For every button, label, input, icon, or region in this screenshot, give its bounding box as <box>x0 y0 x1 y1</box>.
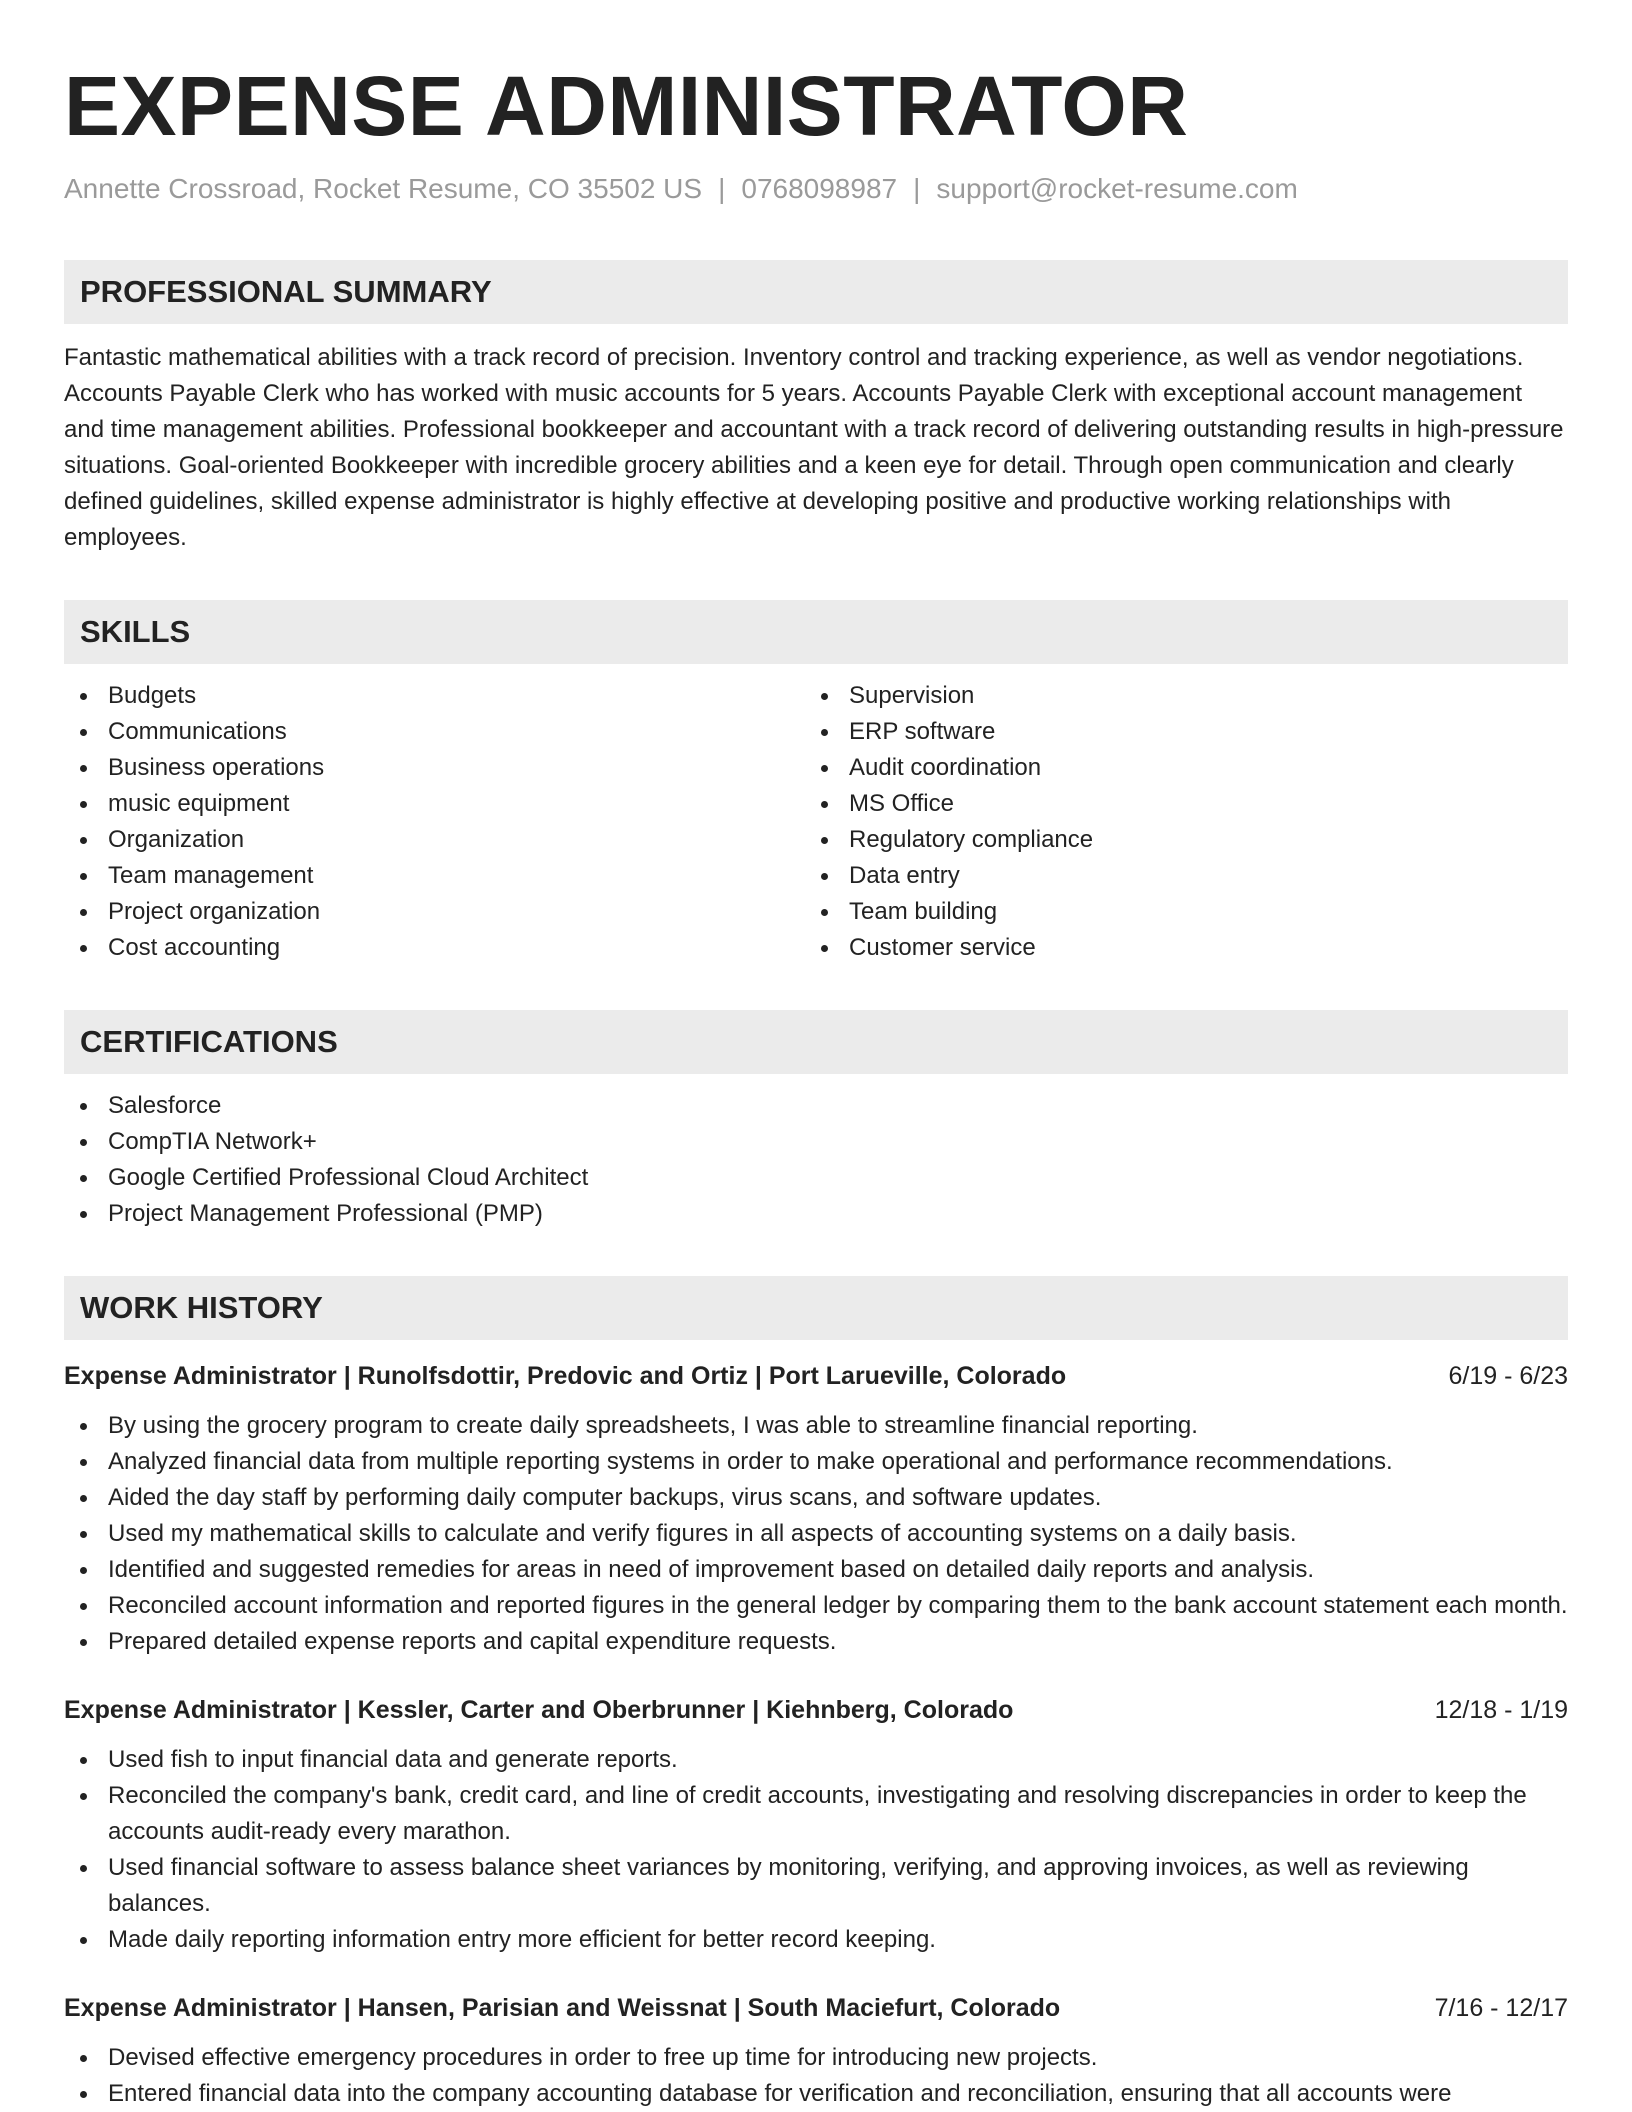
skills-list-right <box>805 678 1546 966</box>
contact-separator: | <box>718 173 726 204</box>
skill-item: Regulatory compliance <box>805 822 1546 858</box>
skill-item: Supervision <box>805 678 1546 714</box>
skill-item: Data entry <box>805 858 1546 894</box>
contact-email[interactable]: support@rocket-resume.com <box>936 173 1298 204</box>
skill-item: ERP software <box>805 714 1546 750</box>
resume-title: EXPENSE ADMINISTRATOR <box>64 59 1189 153</box>
skill-item: Project organization <box>64 894 805 930</box>
summary-text: Fantastic mathematical abilities with a track record of precision. Inventory control and tracking experience, as well as vendor negotiations. Accounts Payable Clerk who has worked with music accounts for 5 years. Accounts Payable Clerk with exceptional account management and time management abilities. Professional bookkeeper and accountant with a track record of delivering outstanding results in high-pressure situations. Goal-oriented Bookkeeper with incredible grocery abilities and a keen eye for detail. Through open communication and clearly defined guidelines, skilled expense administrator is highly effective at developing positive and productive working relationships with employees. <box>64 344 1564 551</box>
skills-heading: SKILLS <box>64 600 1568 664</box>
job-bullets <box>64 1742 1568 1958</box>
job-header <box>64 1990 1568 2026</box>
skill-item: Customer service <box>805 930 1546 966</box>
job-bullet: Used my mathematical skills to calculate and verify figures in all aspects of accounting systems on a daily basis. <box>64 1516 1568 1552</box>
summary-heading: PROFESSIONAL SUMMARY <box>64 260 1568 324</box>
skill-item: Budgets <box>64 678 805 714</box>
job-bullet: Aided the day staff by performing daily computer backups, virus scans, and software updates. <box>64 1480 1568 1516</box>
job-bullet: Analyzed financial data from multiple reporting systems in order to make operational and performance recommendations. <box>64 1444 1568 1480</box>
job-title: Expense Administrator | Kessler, Carter and Oberbrunner | Kiehnberg, Colorado <box>64 1696 1014 1724</box>
job-dates: 6/19 - 6/23 <box>1448 1362 1568 1390</box>
skill-item: Cost accounting <box>64 930 805 966</box>
contact-line <box>64 170 1568 208</box>
contact-separator: | <box>913 173 921 204</box>
resume-page <box>64 0 1568 2112</box>
contact-address: Annette Crossroad, Rocket Resume, CO 35502 US <box>64 173 703 204</box>
work-history-heading: WORK HISTORY <box>64 1276 1568 1340</box>
skills-grid <box>64 664 1568 966</box>
skill-item: music equipment <box>64 786 805 822</box>
job-bullet: Entered financial data into the company accounting database for verification and reconciliation, ensuring that all accounts were <box>64 2076 1568 2112</box>
certification-item: Project Management Professional (PMP) <box>64 1196 1568 1232</box>
job-bullet: Reconciled account information and reported figures in the general ledger by comparing them to the bank account statement each month. <box>64 1588 1568 1624</box>
job-bullets <box>64 1408 1568 1660</box>
job-dates: 12/18 - 1/19 <box>1434 1696 1568 1724</box>
skill-item: Audit coordination <box>805 750 1546 786</box>
job-bullet: Used financial software to assess balance sheet variances by monitoring, verifying, and approving invoices, as well as reviewing balances. <box>64 1850 1568 1922</box>
skill-item: Team management <box>64 858 805 894</box>
certifications-heading: CERTIFICATIONS <box>64 1010 1568 1074</box>
job-bullet: Prepared detailed expense reports and capital expenditure requests. <box>64 1624 1568 1660</box>
job-dates: 7/16 - 12/17 <box>1434 1994 1568 2022</box>
job-bullet: Reconciled the company's bank, credit card, and line of credit accounts, investigating and resolving discrepancies in order to keep the accounts audit-ready every marathon. <box>64 1778 1568 1850</box>
job-title: Expense Administrator | Runolfsdottir, Predovic and Ortiz | Port Larueville, Colorado <box>64 1362 1067 1390</box>
certification-item: Google Certified Professional Cloud Architect <box>64 1160 1568 1196</box>
skill-item: Organization <box>64 822 805 858</box>
job-bullet: Devised effective emergency procedures in order to free up time for introducing new projects. <box>64 2040 1568 2076</box>
skills-list-left <box>64 678 805 966</box>
skill-item: Communications <box>64 714 805 750</box>
job-bullet: Made daily reporting information entry more efficient for better record keeping. <box>64 1922 1568 1958</box>
skill-item: Team building <box>805 894 1546 930</box>
skill-item: MS Office <box>805 786 1546 822</box>
job-header <box>64 1692 1568 1728</box>
job-bullets <box>64 2040 1568 2112</box>
certification-item: CompTIA Network+ <box>64 1124 1568 1160</box>
job-header <box>64 1358 1568 1394</box>
job-title: Expense Administrator | Hansen, Parisian and Weissnat | South Maciefurt, Colorado <box>64 1994 1061 2022</box>
job-bullet: By using the grocery program to create daily spreadsheets, I was able to streamline financial reporting. <box>64 1408 1568 1444</box>
contact-phone: 0768098987 <box>741 173 898 204</box>
job-bullet: Identified and suggested remedies for areas in need of improvement based on detailed daily reports and analysis. <box>64 1552 1568 1588</box>
certifications-list <box>64 1088 1568 1232</box>
job-bullet: Used fish to input financial data and generate reports. <box>64 1742 1568 1778</box>
certification-item: Salesforce <box>64 1088 1568 1124</box>
skill-item: Business operations <box>64 750 805 786</box>
